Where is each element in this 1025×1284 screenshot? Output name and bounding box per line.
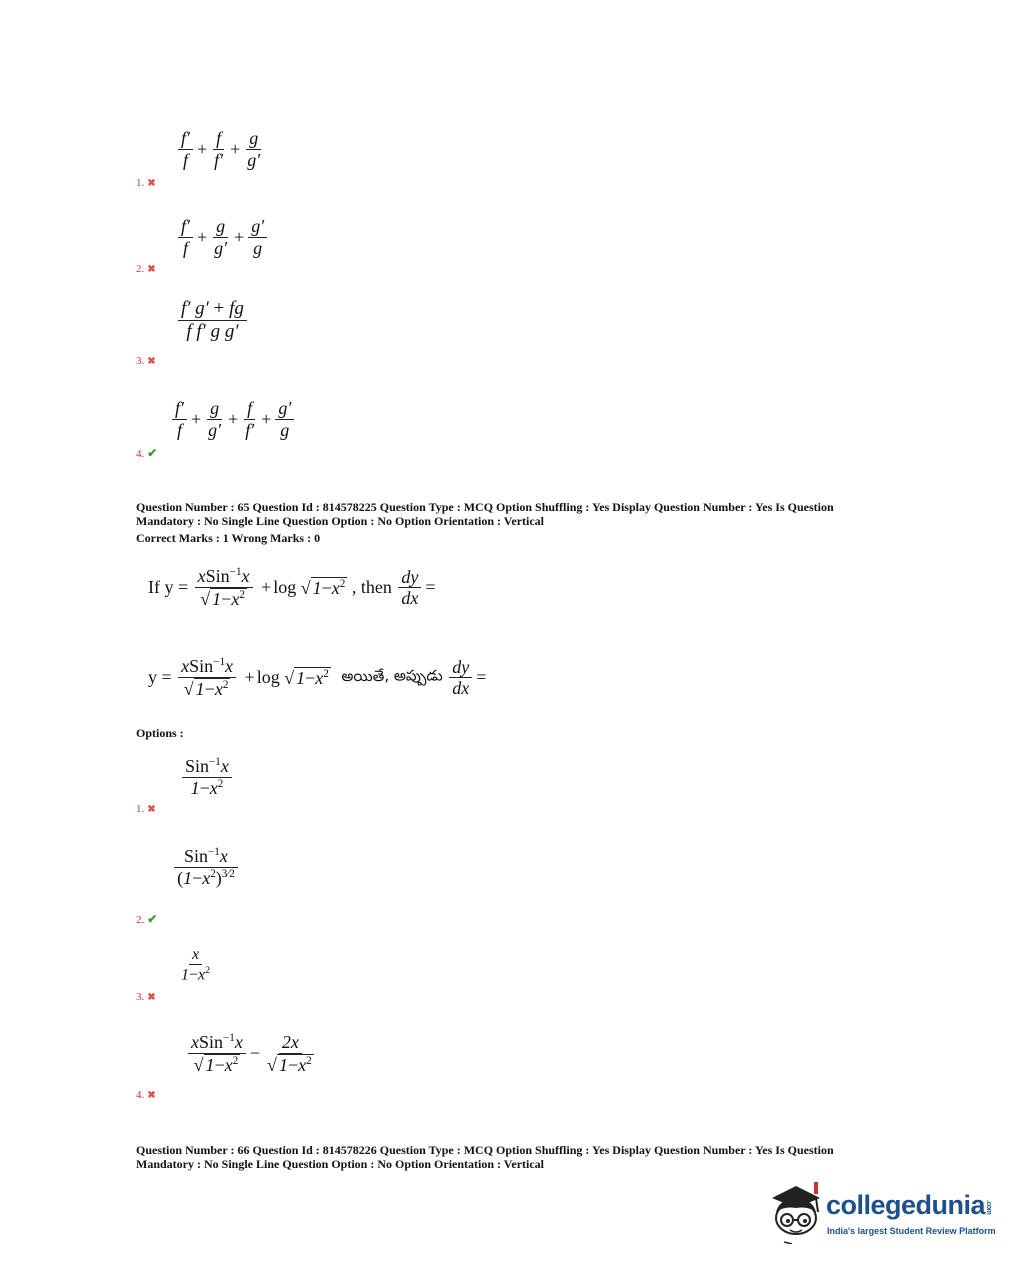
q65-option-1-expression: $\frac{Sin^{-1}x}{1-x^2}$ [180, 756, 234, 798]
cross-icon: ✖ [147, 356, 156, 367]
q64-option-1-expression: $\frac{f'}{f}$ + $\frac{f}{f'}$ + $\frac{g}{g'}$ [176, 128, 265, 170]
q65-option-1-number: 1. ✖ [136, 803, 156, 815]
cross-icon: ✖ [147, 1090, 156, 1101]
cross-icon: ✖ [147, 264, 156, 275]
q64-option-2-expression: $\frac{f'}{f}$ + $\frac{g}{g'}$ + $\frac{g'}{g}$ [176, 216, 269, 258]
q64-option-2-number: 2. ✖ [136, 263, 156, 275]
q66-meta-line2: Mandatory : No Single Line Question Option : No Option Orientation : Vertical [136, 1157, 545, 1171]
stem-then-label: , then [351, 577, 392, 598]
mascot-icon [766, 1178, 826, 1244]
cross-icon: ✖ [147, 804, 156, 815]
logo-tagline: India's largest Student Review Platform [827, 1226, 996, 1236]
q65-option-3-expression: $\frac{x}{1-x^2}$ [181, 946, 211, 984]
logo-brand-name: collegedunia.com [826, 1190, 993, 1220]
q66-meta [136, 1143, 896, 1171]
q65-stem-english: If y = $\frac{xSin^{-1}x}{√ 1-x^2}$ + log √ $1-x^2$ , then $\frac{dy}{dx}$ = [148, 566, 436, 609]
q65-option-2-expression: $\frac{Sin^{-1}x}{(1-x^2)^{3⁄2}}$ [172, 846, 240, 888]
q65-option-3-number: 3. ✖ [136, 991, 156, 1003]
q64-option-4-number: 4. ✔ [136, 446, 158, 460]
stem-ayithe-text: అయితే [341, 666, 385, 685]
cross-icon: ✖ [147, 178, 156, 189]
q65-option-2-number: 2. ✔ [136, 912, 158, 926]
stem-if-label: If y = [148, 577, 189, 598]
q66-meta-line1: Question Number : 66 Question Id : 814578226 Question Type : MCQ Option Shuffling : Yes Display Question Number : Yes Is Question [136, 1143, 834, 1157]
q65-meta-line3: Correct Marks : 1 Wrong Marks : 0 [136, 531, 321, 545]
q65-meta-line1: Question Number : 65 Question Id : 814578225 Question Type : MCQ Option Shuffling : Yes Display Question Number : Yes Is Question [136, 500, 834, 514]
q65-stem-telugu: y = $\frac{xSin^{-1}x}{√ 1-x^2}$ + log √ $1-x^2$ అయితే, అప్పుడు $\frac{dy}{dx}$ = [148, 656, 487, 699]
q65-option-4-number: 4. ✖ [136, 1089, 156, 1101]
check-icon: ✔ [147, 446, 158, 460]
q65-option-4-expression: $\frac{xSin^{-1}x}{√ 1-x^2}$ − $\frac{2x}{√ 1-x^2}$ [186, 1032, 319, 1075]
q64-option-3-expression: $\frac{f' g' + fg}{\text{f f′ g g′}}$ [176, 298, 249, 343]
stem-appudu-text: , అప్పుడు [384, 666, 443, 685]
q65-options-label: Options : [136, 726, 184, 740]
q64-option-4-expression: $\frac{f'}{f}$ + $\frac{g}{g'}$ + $\frac{f}{f'}$ + $\frac{g'}{g}$ [170, 398, 296, 440]
cross-icon: ✖ [147, 992, 156, 1003]
collegedunia-logo [766, 1178, 996, 1248]
check-icon: ✔ [147, 912, 158, 926]
q65-meta-line2: Mandatory : No Single Line Question Option : No Option Orientation : Vertical [136, 514, 545, 528]
q65-meta [136, 500, 896, 545]
q64-option-1-number: 1. ✖ [136, 177, 156, 189]
logo-com-suffix: .com [985, 1199, 993, 1215]
q64-option-3-number: 3. ✖ [136, 355, 156, 367]
